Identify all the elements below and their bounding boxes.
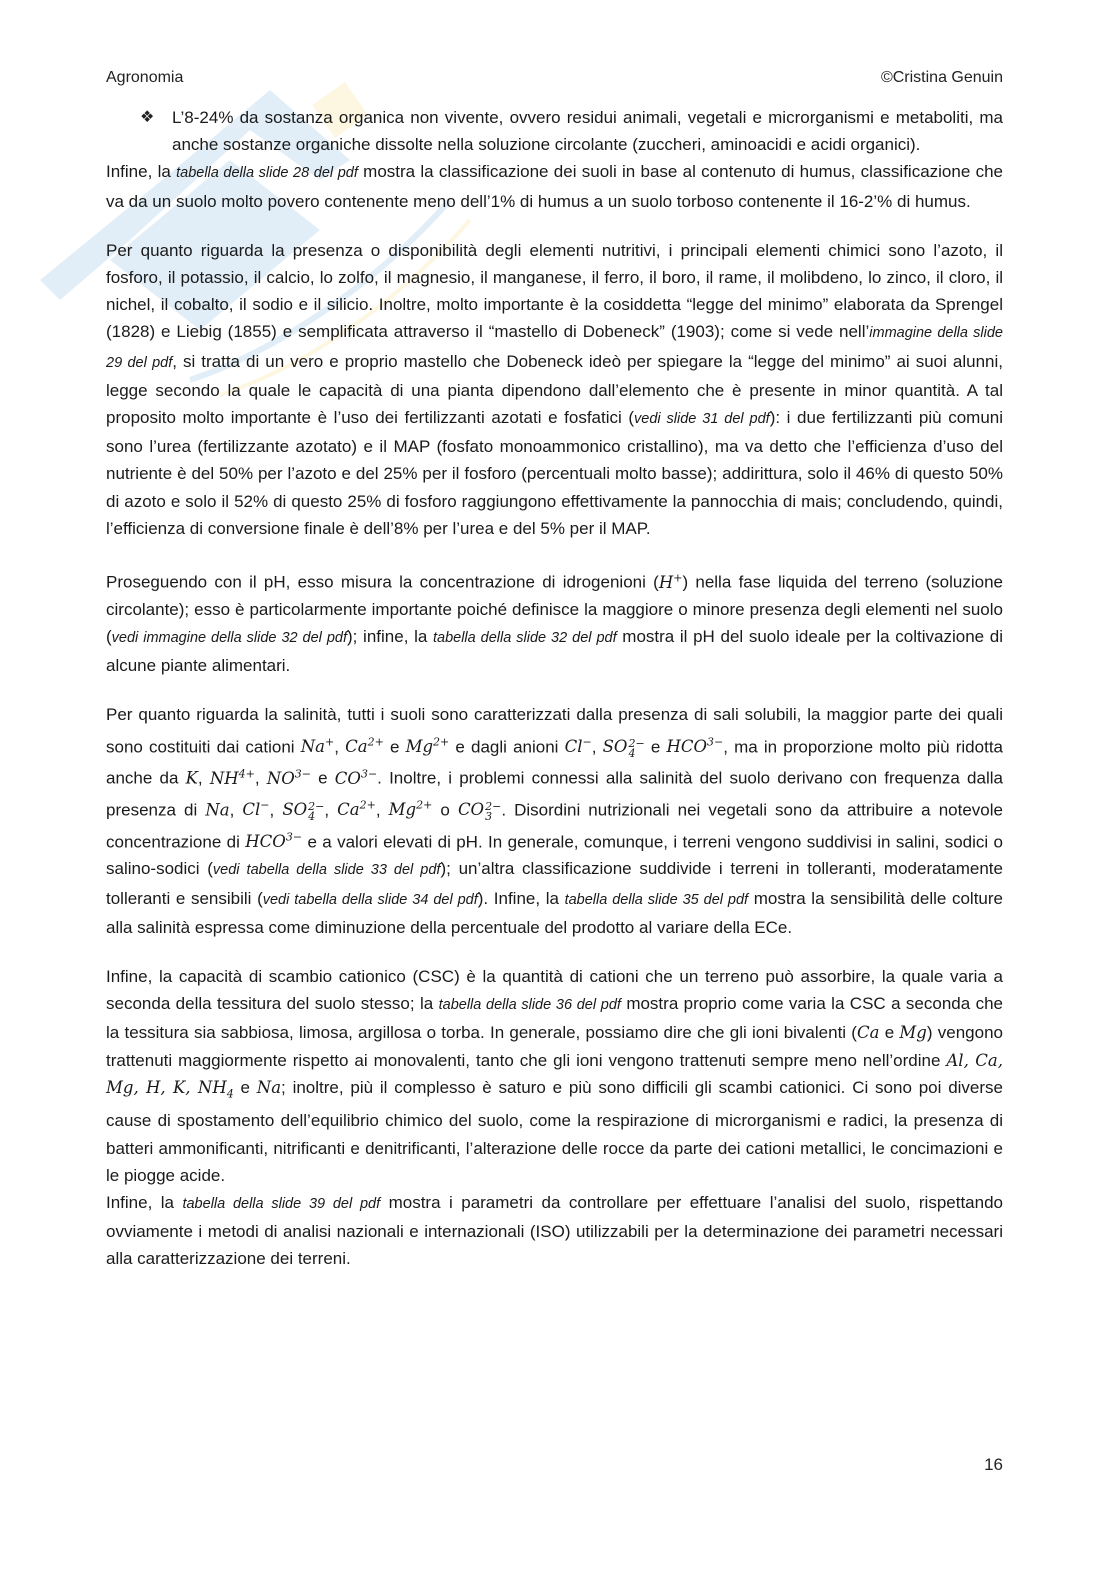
slide-reference: vedi immagine della slide 32 del pdf <box>111 629 348 646</box>
slide-reference: tabella della slide 32 del pdf <box>432 629 617 646</box>
ion-formula: $Ca^{2+}$ <box>337 798 376 820</box>
ion-formula: Cl− <box>242 798 270 820</box>
ion-formula: H+ <box>658 571 683 592</box>
paragraph-ph: Proseguendo con il pH, esso misura la concentrazione di idrogenioni (H+) nella fase liquida del terreno (soluzione circolante); esso è particolarmente importante poiché definisce la maggiore o minore presenza degli elementi nel suolo (vedi immagine della slide 32 del pdf); infine, la tabella della slide 32 del pdf mostra il pH del suolo ideale per la coltivazione di alcune piante alimentari. <box>106 571 1004 676</box>
slide-reference: tabella della slide 35 del pdf <box>564 891 749 908</box>
ion-formula: Mg <box>899 1023 927 1043</box>
ion-formula: Na <box>256 1077 282 1097</box>
ion-formula: CO 2− 3 <box>457 800 502 824</box>
ion-formula: $NO^{3-}$ <box>266 767 311 788</box>
diamond-bullet-icon: ❖ <box>140 109 155 126</box>
paragraph-nutrients: Per quanto riguarda la presenza o disponibilità degli elementi nutritivi, i principali elementi chimici sono l’azoto, il fosforo, il potassio, il calcio, lo zolfo, il magnesio, il manganese, il ferro, il boro, il rame, il molibdeno, lo zinco, il cloro, il nichel, il cobalto, il sodio e il silicio. Inoltre, molto importante è la cosiddetta “legge del minimo” elaborata da Sprengel (1828) e Liebig (1855) e semplificata attraverso il “mastello di Dobeneck” (1903); come si vede nell’immagine della slide 29 del pdf, si tratta di un vero e proprio mastello che Dobeneck ideò per spiegare la “legge del minimo” ai suoi alunni, legge secondo la quale le capacità di una pianta dipendono dall’elemento che è presente in minor quantità. A tal proposito molto importante è l’uso dei fertilizzanti azotati e fosfatici (vedi slide 31 del pdf): i due fertilizzanti più comuni sono l’urea (fertilizzante azotato) e il MAP (fosfato monoammonico cristallino), ma va detto che l’efficienza d’uso del nutriente è del 50% per l’azoto e del 25% per il fosforo (percentuali molto basse); addirittura, solo il 46% di questo 50% di azoto e solo il 52% di questo 25% di fosforo raggiungono effettivamente la pannocchia di mais; concludendo, quindi, l’efficienza di conversione finale è dell’8% per l’urea e del 5% per il MAP. <box>106 240 1004 538</box>
slide-reference: vedi tabella della slide 34 del pdf <box>262 891 478 908</box>
ion-formula: $Ca^{2+}$ <box>345 735 384 757</box>
ion-formula: $Mg^{2+}$ <box>405 735 450 757</box>
ion-formula: $Mg^{2+}$ <box>388 798 433 820</box>
slide-reference: tabella della slide 36 del pdf <box>438 997 621 1014</box>
ion-formula: Na+ <box>300 735 335 757</box>
ion-formula: Na <box>205 800 230 820</box>
ion-formula: K <box>185 768 198 788</box>
slide-reference: immagine della slide 29 del pdf <box>106 325 1004 371</box>
slide-reference: tabella della slide 28 del pdf <box>176 165 358 182</box>
ion-formula: $HCO^{3-}$ <box>666 735 724 757</box>
bullet-item-organic-matter <box>106 104 1003 158</box>
paragraph-soil-analysis: Infine, la tabella della slide 39 del pdf mostra i parametri da controllare per effettuare l’analisi del suolo, rispettando ovviamente i metodi di analisi nazionali e internazionali (ISO) utilizzabili per la determinazione dei parametri necessari alla caratterizzazione dei terreni. <box>106 1192 1003 1269</box>
paragraph-cation-exchange: Infine, la capacità di scambio cationico (CSC) è la quantità di cationi che un terreno può assorbire, la quale varia a seconda della tessitura del suolo stesso; la tabella della slide 36 del pdf mostra proprio come varia la CSC a seconda che la tessitura sia sabbiosa, limosa, argillosa o torba. In generale, possiamo dire che gli ioni bivalenti (Ca e Mg) vengono trattenuti maggiormente rispetto ai monovalenti, tanto che gli ioni vengono trattenuti sempre meno nell’ordine Al, Ca, Mg, H, K, $NH_4$ e Na; inoltre, più il complesso è saturo e più sono difficili gli scambi cationici. Ci sono poi diverse cause di spostamento dell’equilibrio chimico del suolo, come la respirazione di microrganismi e radici, la presenza di batteri ammonificanti, nitrificanti e denitrificanti, l’alterazione delle rocce da parte dei cationi metallici, le concimazioni e le piogge acide. <box>106 966 1004 1185</box>
ion-formula: SO 2− 4 <box>282 800 325 824</box>
document-body <box>106 104 1003 1273</box>
ion-formula: SO 2− 4 <box>602 737 645 760</box>
slide-reference: vedi tabella della slide 33 del pdf <box>212 862 441 879</box>
ion-formula: $HCO^{3-}$ <box>245 830 303 852</box>
ion-formula: $NH^{4+}$ <box>209 767 255 788</box>
paragraph-salinity: Per quanto riguarda la salinità, tutti i suoli sono caratterizzati dalla presenza di sali solubili, la maggior parte dei quali sono costituiti dai cationi Na+, $Ca^{2+}$ e $Mg^{2+}$ e dagli anioni Cl−, SO 2− 4 e $HCO^{3-}$, ma in proporzione molto più ridotta anche da K, $NH^{4+}$, $NO^{3-}$ e $CO^{3-}$. Inoltre, i problemi connessi alla salinità del suolo derivano con frequenza dalla presenza di Na, Cl−, SO 2− 4 , $Ca^{2+}$, $Mg^{2+}$ o CO 2− 3 . Disordini nutrizionali nei vegetali sono da attribuire a notevole concentrazione di $HCO^{3-}$ e a valori elevati di pH. In generale, comunque, i terreni vengono suddivisi in salini, sodici o salino-sodici (vedi tabella della slide 33 del pdf); un’altra classificazione suddivide i terreni in tolleranti, moderatamente tolleranti e sensibili (vedi tabella della slide 34 del pdf). Infine, la tabella della slide 35 del pdf mostra la sensibilità delle colture alla salinità espressa come diminuzione della percentuale del prodotto al variare della ECe. <box>106 705 1004 937</box>
ion-formula: $CO^{3-}$ <box>334 767 378 788</box>
ion-formula: Cl− <box>564 735 592 757</box>
header-author: ©Cristina Genuin <box>880 69 1003 86</box>
paragraph-humus-classification: Infine, la tabella della slide 28 del pdf mostra la classificazione dei suoli in base al contenuto di humus, classificazione che va da un suolo molto povero contenente meno dell’1% di humus a un suolo torboso contenente il 16-2’% di humus. <box>106 162 1003 211</box>
bullet-text: L’8-24% da sostanza organica non vivente, ovvero residui animali, vegetali e microrganismi e metaboliti, ma anche sostanze organiche dissolte nella soluzione circolante (zuccheri, aminoacidi e acidi organici). <box>172 108 1003 155</box>
ion-formula: Ca <box>856 1023 880 1043</box>
slide-reference: vedi slide 31 del pdf <box>634 411 770 428</box>
header-course-title: Agronomia <box>106 69 184 86</box>
ion-order-formula: Al, Ca, Mg, H, K, $NH_4$ <box>106 1050 1003 1101</box>
slide-reference: tabella della slide 39 del pdf <box>182 1195 381 1212</box>
page-number: 16 <box>984 1455 1003 1474</box>
